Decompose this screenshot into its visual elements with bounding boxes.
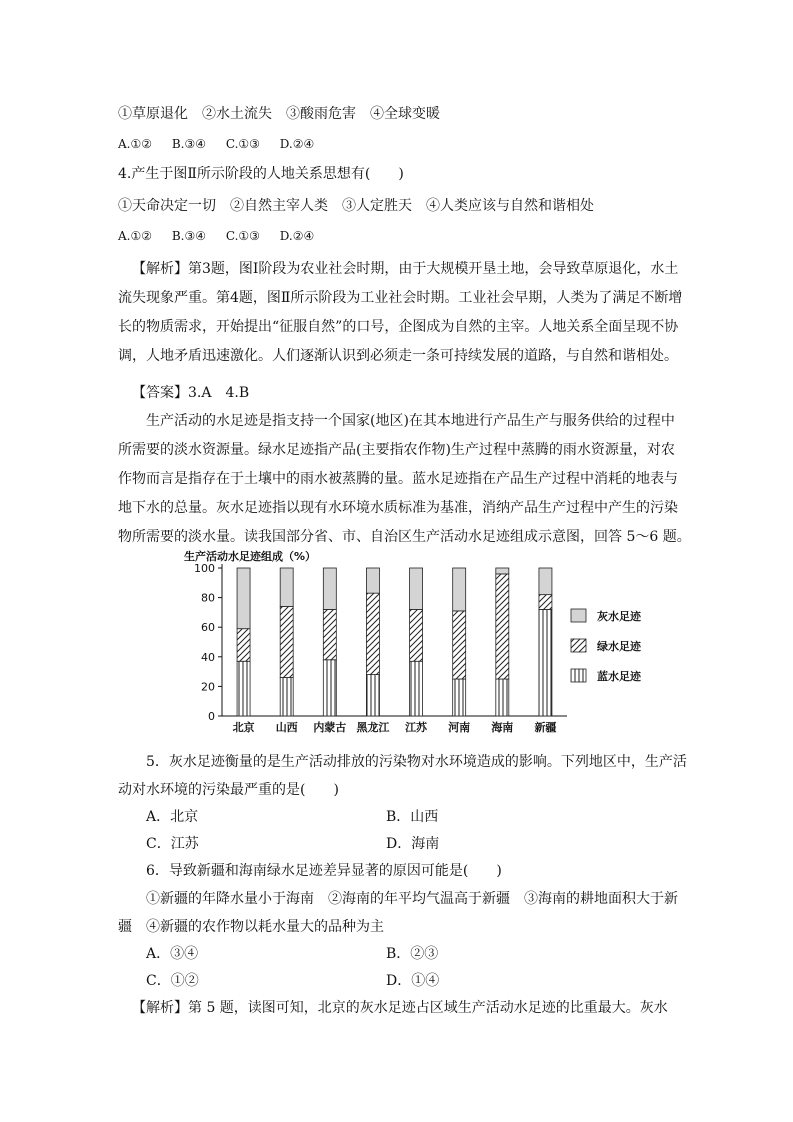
x-tick-label: 海南 <box>491 721 514 734</box>
q6-option-b: B．②③ <box>386 946 439 962</box>
y-tick-label: 20 <box>201 680 215 694</box>
q6-items-1: ①新疆的年降水量小于海南 ②海南的年平均气温高于新疆 ③海南的耕地面积大于新 <box>146 891 678 907</box>
q4-options <box>118 226 330 246</box>
bar-segment <box>539 595 552 610</box>
analysis1-line-3: 长的物质需求，开始提出“征服自然”的口号，企图成为自然的主宰。人地关系全面呈现不协 <box>118 319 679 335</box>
q3-options <box>118 134 330 154</box>
q4-option-b: B.③④ <box>171 229 206 243</box>
y-tick-label: 40 <box>201 650 215 664</box>
bar-segment <box>323 609 336 659</box>
y-tick-label: 100 <box>194 562 215 575</box>
bar-segment <box>280 606 293 677</box>
bar-segment <box>410 568 423 609</box>
bar-segment <box>410 661 423 716</box>
q3-option-a: A.①② <box>118 137 152 151</box>
legend-swatch <box>571 639 586 652</box>
bar-segment <box>496 568 509 574</box>
legend-label: 灰水足迹 <box>597 610 641 623</box>
answer1: 【答案】3.A 4.B <box>132 385 250 401</box>
x-tick-label: 北京 <box>232 721 255 734</box>
legend-label: 绿水足迹 <box>597 640 641 653</box>
bar-segment <box>410 609 423 661</box>
bar-segment <box>323 660 336 716</box>
q5-option-b: B．山西 <box>386 809 439 825</box>
chart-title: 生产活动水足迹组成（%） <box>184 550 317 563</box>
q6-items-2: 疆 ④新疆的农作物以耗水量大的品种为主 <box>118 919 384 935</box>
intro-line-4: 地下水的总量。灰水足迹指以现有水环境水质标准为基准，消纳产品生产过程中产生的污染 <box>118 500 678 516</box>
q3-option-b: B.③④ <box>171 137 206 151</box>
bar-segment <box>280 678 293 716</box>
bar-segment <box>496 679 509 716</box>
bar-segment <box>366 568 379 593</box>
analysis2: 【解析】第 5 题，读图可知，北京的灰水足迹占区域生产活动水足迹的比重最大。灰水 <box>132 1000 668 1016</box>
q5-option-c: C．江苏 <box>146 836 199 852</box>
intro-line-5: 物所需要的淡水量。读我国部分省、市、自治区生产活动水足迹组成示意图，回答 5～6 题。 <box>118 529 691 545</box>
q4-option-c: C.①③ <box>225 229 260 243</box>
bar-segment <box>366 675 379 716</box>
bar-segment <box>453 679 466 716</box>
y-tick-label: 80 <box>201 591 215 605</box>
water-footprint-chart <box>170 545 690 745</box>
bar-segment <box>496 574 509 679</box>
bar-segment <box>323 568 336 609</box>
q6-option-c: C．①② <box>146 973 199 989</box>
q5-stem-2: 动对水环境的污染最严重的是( ) <box>118 782 339 798</box>
q4-option-a: A.①② <box>118 229 152 243</box>
bar-segment <box>539 568 552 595</box>
analysis1-line-2: 流失现象严重。第4题，图Ⅱ所示阶段为工业社会时期。工业社会早期，人类为了满足不断增 <box>118 290 683 306</box>
analysis1-line-1: 【解析】第3题，图Ⅰ阶段为农业社会时期，由于大规模开垦土地，会导致草原退化，水土 <box>132 261 679 277</box>
q3-option-d: D.②④ <box>279 137 315 151</box>
x-tick-label: 江苏 <box>405 721 428 734</box>
bar-segment <box>237 568 250 629</box>
x-tick-label: 山西 <box>275 721 298 734</box>
q4-option-d: D.②④ <box>279 229 315 243</box>
intro-line-1: 生产活动的水足迹是指支持一个国家(地区)在其本地进行产品生产与服务供给的过程中 <box>146 413 675 429</box>
q6-stem: 6．导致新疆和海南绿水足迹差异显著的原因可能是( ) <box>146 863 502 879</box>
x-tick-label: 新疆 <box>534 721 557 734</box>
y-tick-label: 0 <box>208 710 215 723</box>
q3-items: ①草原退化 ②水土流失 ③酸雨危害 ④全球变暖 <box>118 106 440 122</box>
bar-segment <box>280 568 293 606</box>
bar-segment <box>539 609 552 716</box>
q4-stem: 4.产生于图Ⅱ所示阶段的人地关系思想有( ) <box>118 166 404 182</box>
analysis1-line-4: 调，人地矛盾迅速激化。人们逐渐认识到必须走一条可持续发展的道路，与自然和谐相处。 <box>118 348 678 364</box>
q6-option-d: D．①④ <box>386 973 440 989</box>
x-tick-label: 黑龙江 <box>356 721 390 734</box>
q4-items: ①天命决定一切 ②自然主宰人类 ③人定胜天 ④人类应该与自然和谐相处 <box>118 198 594 214</box>
q6-option-a: A．③④ <box>146 946 199 962</box>
legend-label: 蓝水足迹 <box>597 670 641 683</box>
q5-option-d: D．海南 <box>386 836 440 852</box>
q3-option-c: C.①③ <box>225 137 260 151</box>
legend-swatch <box>571 609 586 622</box>
y-tick-label: 60 <box>201 621 215 635</box>
bar-segment <box>237 661 250 716</box>
q5-option-a: A．北京 <box>146 809 199 825</box>
x-tick-label: 河南 <box>448 721 471 734</box>
intro-line-3: 作物而言是指存在于土壤中的雨水被蒸腾的量。蓝水足迹指在产品生产过程中消耗的地表与 <box>118 471 678 487</box>
bar-segment <box>453 568 466 611</box>
bar-segment <box>453 611 466 679</box>
bar-segment <box>366 593 379 674</box>
bar-segment <box>237 629 250 662</box>
x-tick-label: 内蒙古 <box>313 721 347 734</box>
intro-line-2: 所需要的淡水资源量。绿水足迹指产品(主要指农作物)生产过程中蒸腾的雨水资源量，对农 <box>118 442 675 458</box>
q5-stem-1: 5．灰水足迹衡量的是生产活动排放的污染物对水环境造成的影响。下列地区中，生产活 <box>146 754 687 770</box>
legend-swatch <box>571 669 586 682</box>
